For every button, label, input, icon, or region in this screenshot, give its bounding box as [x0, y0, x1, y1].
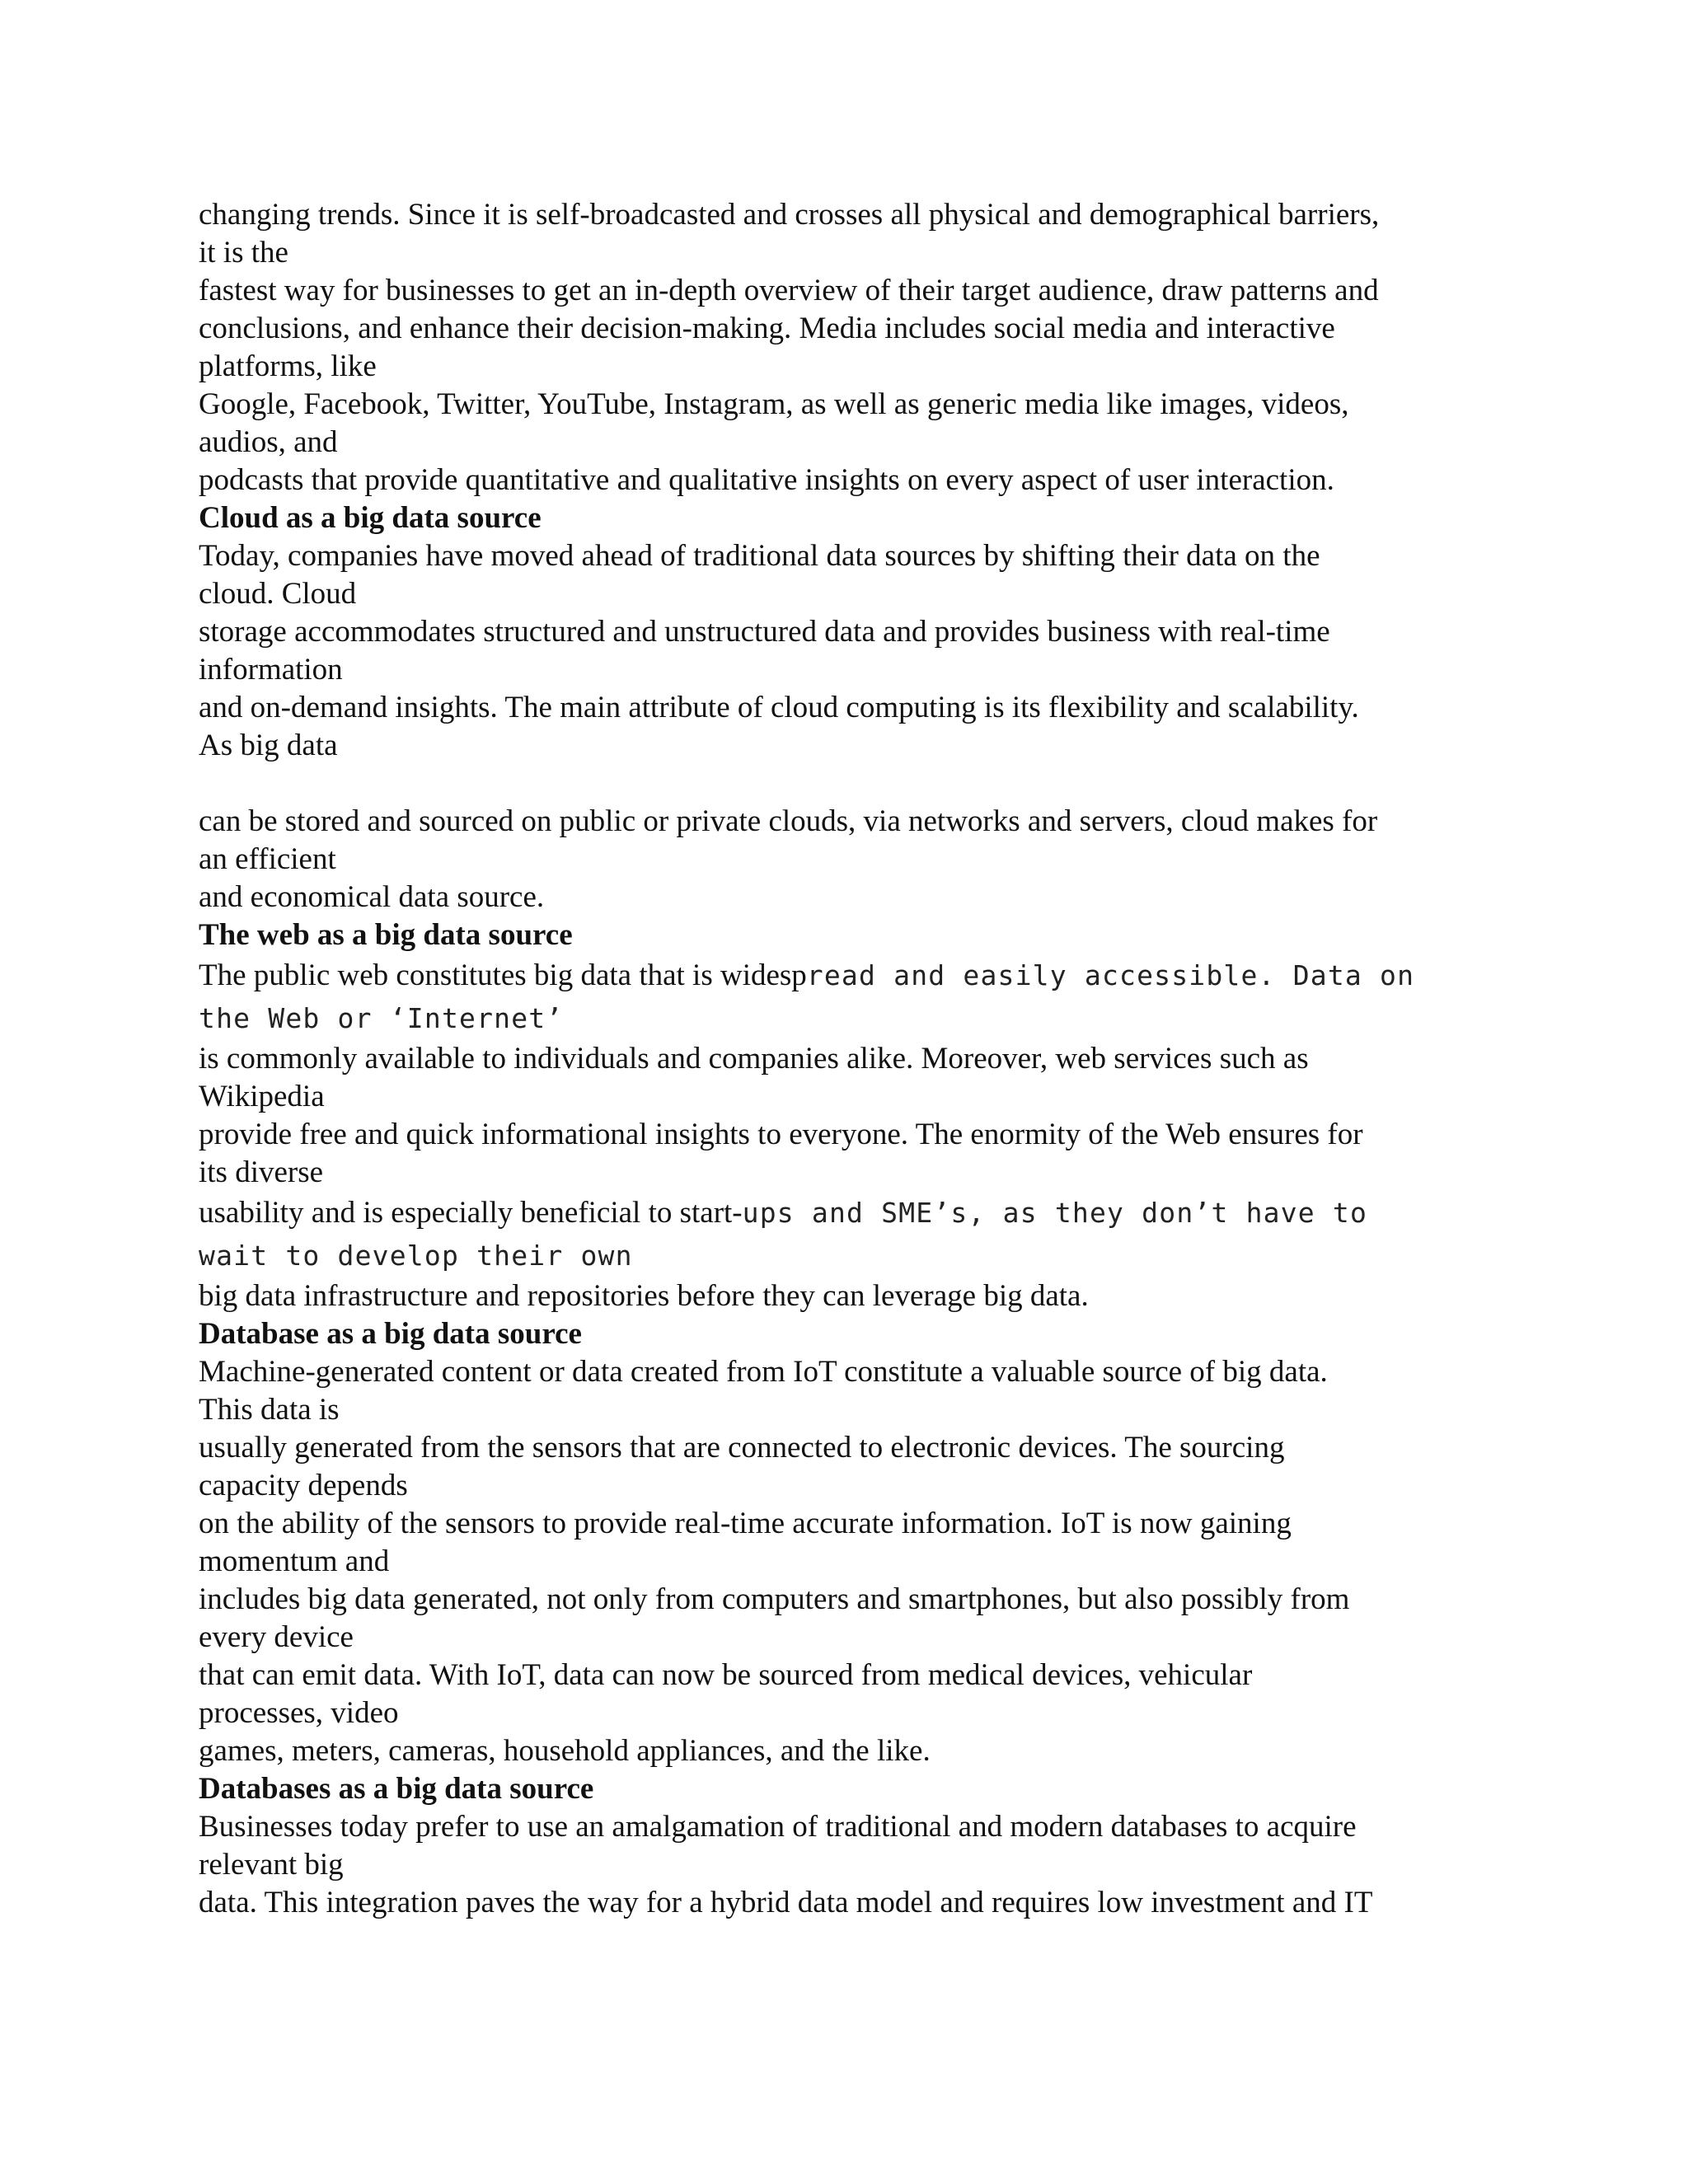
- paragraph-line: Machine-generated content or data created from IoT constitute a valuable source of big data.: [199, 1355, 1328, 1389]
- paragraph-line: and economical data source.: [199, 880, 545, 914]
- paragraph-line: provide free and quick informational insights to everyone. The enormity of the Web ensures for: [199, 1118, 1363, 1151]
- paragraph-line: capacity depends: [199, 1469, 408, 1502]
- paragraph-line: fastest way for businesses to get an in-depth overview of their target audience, draw patterns and: [199, 274, 1379, 307]
- paragraph-line: it is the: [199, 236, 288, 269]
- paragraph-line-mixed: [199, 954, 1501, 997]
- monospace-text: ups and SME’s, as they don’t have to: [742, 1197, 1368, 1229]
- paragraph-line: and on-demand insights. The main attribute of cloud computing is its flexibility and scalability.: [199, 691, 1359, 724]
- paragraph-line: changing trends. Since it is self-broadcasted and crosses all physical and demographical barriers,: [199, 198, 1380, 232]
- section-heading-database: Database as a big data source: [199, 1317, 582, 1351]
- paragraph-line: processes, video: [199, 1696, 399, 1730]
- paragraph-line: can be stored and sourced on public or private clouds, via networks and servers, cloud makes for: [199, 804, 1378, 838]
- section-heading-databases: Databases as a big data source: [199, 1772, 594, 1806]
- paragraph-line-mono: the Web or ‘Internet’: [199, 1002, 564, 1034]
- paragraph-line: on the ability of the sensors to provide real-time accurate information. IoT is now gaining: [199, 1507, 1292, 1540]
- paragraph-line: platforms, like: [199, 349, 377, 383]
- document-body: [199, 196, 1501, 1922]
- paragraph-line: conclusions, and enhance their decision-making. Media includes social media and interactive: [199, 312, 1335, 345]
- paragraph-line: storage accommodates structured and unstructured data and provides business with real-time: [199, 615, 1330, 649]
- monospace-text: read and easily accessible. Data on: [806, 959, 1415, 991]
- paragraph-line: As big data: [199, 729, 338, 762]
- paragraph-line: audios, and: [199, 425, 338, 459]
- paragraph-line: Google, Facebook, Twitter, YouTube, Instagram, as well as generic media like images, videos,: [199, 387, 1349, 421]
- paragraph-line: podcasts that provide quantitative and qualitative insights on every aspect of user interaction.: [199, 463, 1334, 497]
- paragraph-line: its diverse: [199, 1155, 324, 1189]
- paragraph-line: Wikipedia: [199, 1080, 325, 1113]
- paragraph-line: information: [199, 653, 343, 687]
- paragraph-line: an efficient: [199, 842, 336, 876]
- serif-text: The public web constitutes big data that is widesp: [199, 958, 807, 992]
- serif-text: usability and is especially beneficial to start-: [199, 1196, 743, 1230]
- paragraph-line: relevant big: [199, 1848, 344, 1882]
- paragraph-line-mixed: [199, 1192, 1501, 1235]
- paragraph-line: This data is: [199, 1393, 340, 1427]
- paragraph-line: that can emit data. With IoT, data can now be sourced from medical devices, vehicular: [199, 1658, 1253, 1692]
- paragraph-line: Today, companies have moved ahead of traditional data sources by shifting their data on the: [199, 539, 1320, 573]
- paragraph-line: data. This integration paves the way for a hybrid data model and requires low investment and IT: [199, 1886, 1373, 1919]
- paragraph-line: usually generated from the sensors that are connected to electronic devices. The sourcing: [199, 1431, 1285, 1465]
- paragraph-line: is commonly available to individuals and companies alike. Moreover, web services such as: [199, 1042, 1309, 1076]
- paragraph-line: Businesses today prefer to use an amalgamation of traditional and modern databases to acquire: [199, 1810, 1357, 1844]
- paragraph-line: big data infrastructure and repositories before they can leverage big data.: [199, 1279, 1089, 1313]
- paragraph-gap: [199, 765, 1501, 803]
- paragraph-line-mono: wait to develop their own: [199, 1240, 633, 1272]
- section-heading-web: The web as a big data source: [199, 918, 573, 952]
- section-heading-cloud: Cloud as a big data source: [199, 501, 542, 535]
- paragraph-line: momentum and: [199, 1544, 390, 1578]
- paragraph-line: includes big data generated, not only from computers and smartphones, but also possibly from: [199, 1582, 1350, 1616]
- paragraph-line: games, meters, cameras, household appliances, and the like.: [199, 1734, 931, 1768]
- paragraph-line: every device: [199, 1620, 354, 1654]
- paragraph-line: cloud. Cloud: [199, 577, 357, 611]
